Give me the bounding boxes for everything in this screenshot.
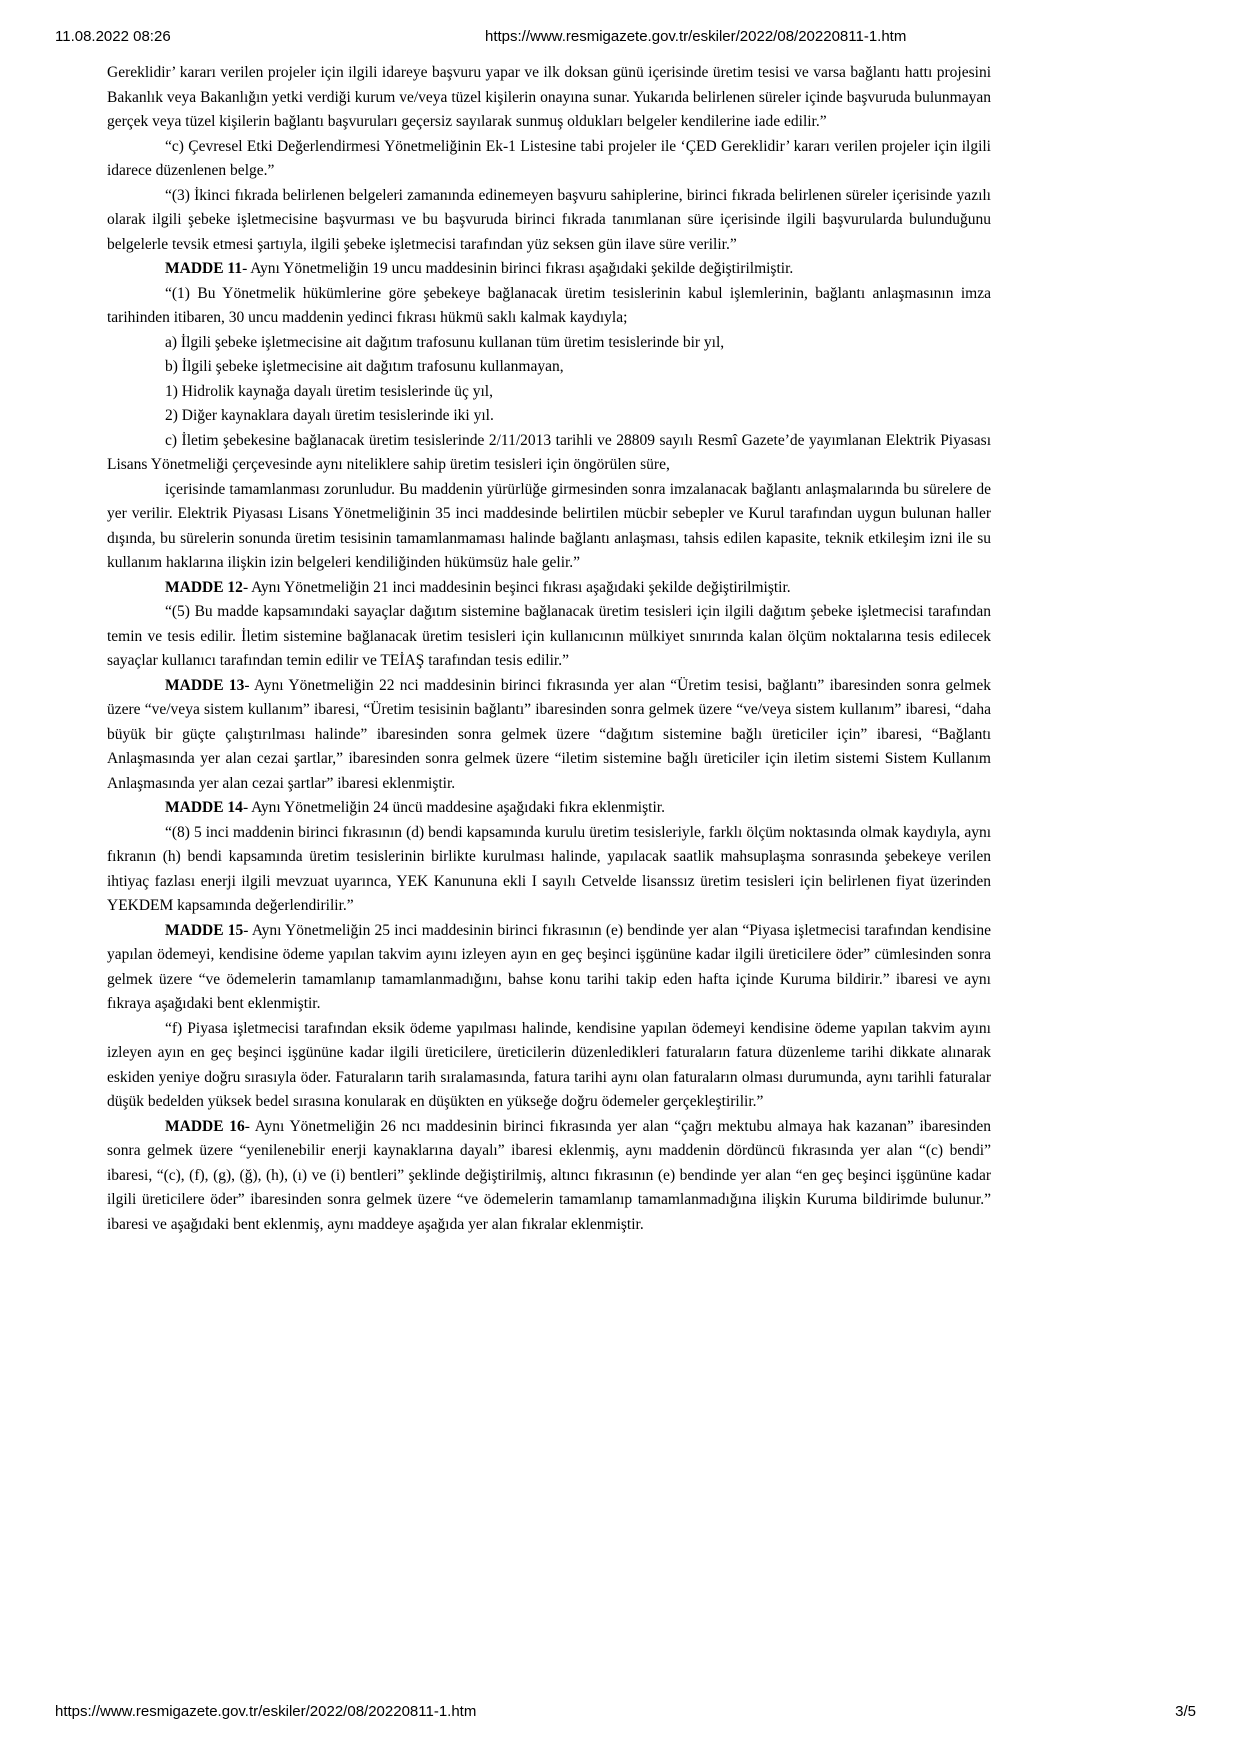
paragraph: “c) Çevresel Etki Değerlendirmesi Yönetmeliğinin Ek-1 Listesine tabi projeler ile ‘ÇED Gereklidir’ kararı verilen projeler için ilgili idarece düzenlenen belge.”: [107, 137, 991, 179]
article-text: - Aynı Yönetmeliğin 19 uncu maddesinin birinci fıkrası aşağıdaki şekilde değiştirilmiştir.: [242, 260, 794, 277]
print-header-url: https://www.resmigazete.gov.tr/eskiler/2022/08/20220811-1.htm: [485, 28, 907, 45]
article-text: - Aynı Yönetmeliğin 24 üncü maddesine aşağıdaki fıkra eklenmiştir.: [242, 799, 665, 816]
paragraph: içerisinde tamamlanması zorunludur. Bu maddenin yürürlüğe girmesinden sonra imzalanacak bağlantı anlaşmalarında bu sürelere de yer verilir. Elektrik Piyasası Lisans Yönetmeliğinin 35 inci maddesinde belirtilen mücbir sebepler ve Kurul tarafından uygun bulunan haller dışında, bu sürelerin sonunda üretim tesisinin tamamlanmaması halinde bağlantı anlaşması, tahsis edilen kapasite, teknik etkileşim izni ile su kullanım haklarına ilişkin izin belgeleri kendiliğinden hükümsüz hale gelir.”: [107, 480, 991, 571]
list-item: 2) Diğer kaynaklara dayalı üretim tesislerinde iki yıl.: [165, 407, 494, 424]
paragraph: c) İletim şebekesine bağlanacak üretim tesislerinde 2/11/2013 tarihli ve 28809 sayılı Resmî Gazete’de yayımlanan Elektrik Piyasası Lisans Yönetmeliği çerçevesinde aynı niteliklere sahip üretim tesisleri için öngörülen süre,: [107, 431, 991, 473]
article-paragraph: [107, 674, 991, 797]
article-label: MADDE 15: [165, 921, 244, 939]
print-footer-url: https://www.resmigazete.gov.tr/eskiler/2022/08/20220811-1.htm: [55, 1703, 477, 1720]
paragraph: Gereklidir’ kararı verilen projeler için ilgili idareye başvuru yapar ve ilk doksan günü içerisinde üretim tesisi ve varsa bağlantı hattı projesini Bakanlık veya Bakanlığın yetki verdiği kurum ve/veya tüzel kişilerin onayına sunar. Yukarıda belirlenen süreler içinde başvuruda bulunmayan gerçek veya tüzel kişilerin bağlantı başvuruları geçersiz sayılarak sunmuş oldukları belgeler kendilerine iade edilir.”: [107, 64, 991, 130]
article-label: MADDE 11: [165, 260, 243, 277]
article-label: MADDE 13: [165, 676, 245, 694]
article-paragraph: [107, 1115, 991, 1238]
paragraph: “(3) İkinci fıkrada belirlenen belgeleri zamanında edinemeyen başvuru sahiplerine, birinci fıkrada belirlenen süreler içerisinde yazılı olarak ilgili şebeke işletmecisine başvurması ve bu başvuruda birinci fıkrada tanımlanan süre içerisinde ilgili başvurularda bulunduğunu belgelerle tevsik etmesi şartıyla, ilgili şebeke işletmecisi tarafından yüz seksen gün ilave süre verilir.”: [107, 186, 991, 253]
paragraph: “(8) 5 inci maddenin birinci fıkrasının (d) bendi kapsamında kurulu üretim tesisleriyle, farklı ölçüm noktasında olmak kaydıyla, aynı fıkranın (h) bendi kapsamında üretim tesislerinin birlikte kurulması halinde, yapılacak saatlik mahsuplaşma sonrasında şebekeye verilen ihtiyaç fazlası enerji ilgili mevzuat uyarınca, YEK Kanununa ekli I sayılı Cetvelde lisanssız üretim tesisleri için belirlenen fiyat üzerinden YEKDEM kapsamında değerlendirilir.”: [107, 823, 991, 914]
article-label: MADDE 14: [165, 799, 243, 816]
article-label: MADDE 16: [165, 1117, 245, 1135]
article-label: MADDE 12: [165, 578, 243, 596]
list-item: b) İlgili şebeke işletmecisine ait dağıtım trafosunu kullanmayan,: [165, 358, 564, 375]
page-number: 3/5: [1175, 1703, 1196, 1720]
paragraph: “(1) Bu Yönetmelik hükümlerine göre şebekeye bağlanacak üretim tesislerinin kabul işlemlerinin, bağlantı anlaşmasının imza tarihinden itibaren, 30 uncu maddenin yedinci fıkrası hükmü saklı kalmak kaydıyla;: [107, 284, 991, 326]
article-paragraph: [107, 576, 991, 601]
list-item: 1) Hidrolik kaynağa dayalı üretim tesislerinde üç yıl,: [165, 382, 493, 400]
article-text: - Aynı Yönetmeliğin 26 ncı maddesinin birinci fıkrasında yer alan “çağrı mektubu almaya hak kazanan” ibaresinden sonra gelmek üzere “yenilenebilir enerji kaynaklarına dayalı” ibaresi eklenmiş, aynı maddenin dördüncü fıkrasında yer alan “(c) bendi” ibaresi, “(c), (f), (g), (ğ), (h), (ı) ve (i) bentleri” şeklinde değiştirilmiş, altıncı fıkrasının (e) bendinde yer alan “en geç beşinci işgününe kadar ilgili üreticilere öder” ibaresinden sonra gelmek üzere “ve ödemelerin tamamlanıp tamamlanmadığına ilişkin Kuruma bildirimde bulunur.” ibaresi ve aşağıdaki bent eklenmiş, aynı maddeye aşağıda yer alan fıkralar eklenmiştir.: [107, 1117, 991, 1233]
list-item: a) İlgili şebeke işletmecisine ait dağıtım trafosunu kullanan tüm üretim tesislerinde bir yıl,: [165, 333, 725, 351]
article-text: - Aynı Yönetmeliğin 22 nci maddesinin birinci fıkrasında yer alan “Üretim tesisi, bağlantı” ibaresinden sonra gelmek üzere “ve/veya sistem kullanım” ibaresi, “Üretim tesisinin bağlantı” ibaresinden sonra gelmek üzere “ve/veya sistem kullanım” ibaresi, “daha büyük bir güçte çalıştırılması halinde” ibaresinden sonra gelmek üzere “dağıtım sistemine bağlı üreticiler için” ibaresi, “Bağlantı Anlaşmasında yer alan cezai şartlar,” ibaresinden sonra gelmek üzere “iletim sistemine bağlı üreticiler için iletim sistemi Sistem Kullanım Anlaşmasında yer alan cezai şartlar” ibaresi eklenmiştir.: [107, 676, 991, 792]
paragraph: “(5) Bu madde kapsamındaki sayaçlar dağıtım sistemine bağlanacak üretim tesisleri için ilgili dağıtım şebeke işletmecisi tarafından temin ve tesis edilir. İletim sistemine bağlanacak üretim tesisleri için kullanıcının mülkiyet sınırında kalan ölçüm noktalarına tesis edilecek sayaçlar kullanıcı tarafından temin edilir ve TEİAŞ tarafından tesis edilir.”: [107, 603, 991, 669]
article-paragraph: [107, 796, 991, 821]
article-text: - Aynı Yönetmeliğin 25 inci maddesinin birinci fıkrasının (e) bendinde yer alan “Piyasa işletmecisi tarafından kendisine yapılan ödemeyi, kendisine ödeme yapılan takvim ayını izleyen ayın en geç beşinci işgününe kadar ilgili üreticilere öder” cümlesinden sonra gelmek üzere “ve ödemelerin tamamlanıp tamamlanmadığını, bahse konu tarihi takip eden hafta içinde Kuruma bildirir.” ibaresi ve aynı fıkraya aşağıdaki bent eklenmiştir.: [107, 921, 991, 1012]
article-paragraph: [107, 257, 991, 282]
article-text: - Aynı Yönetmeliğin 21 inci maddesinin beşinci fıkrası aşağıdaki şekilde değiştirilmiştir.: [242, 578, 791, 596]
document-body: [107, 61, 991, 1237]
article-paragraph: [107, 919, 991, 1017]
print-datetime: 11.08.2022 08:26: [55, 28, 171, 45]
paragraph: “f) Piyasa işletmecisi tarafından eksik ödeme yapılması halinde, kendisine yapılan ödemeyi kendisine ödeme yapılan takvim ayını izleyen ayın en geç beşinci işgününe kadar ilgili üreticilere, üreticilerin düzenledikleri faturaların fatura düzenleme tarihi dikkate alınarak eskiden yeniye doğru sırasıyla öder. Faturaların tarih sıralamasında, fatura tarihi aynı olan faturaların olması durumunda, aynı tarihli faturalar düşük bedelden yüksek bedel sırasına konularak en düşükten en yükseğe doğru ödemeler gerçekleştirilir.”: [107, 1019, 991, 1110]
